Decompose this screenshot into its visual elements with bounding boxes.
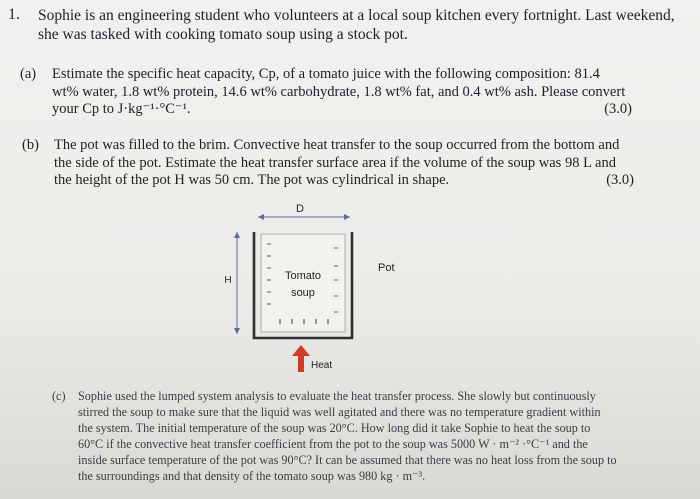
diameter-arrowhead-left — [258, 214, 264, 220]
part-b-label: (b) — [22, 137, 39, 153]
height-arrowhead-top — [234, 232, 240, 238]
heat-arrow-icon — [292, 345, 310, 372]
soup-label-line2: soup — [291, 287, 315, 299]
part-a-label: (a) — [20, 66, 37, 82]
question-number: 1. — [8, 6, 20, 23]
diameter-label: D — [296, 203, 304, 215]
part-c-label: (c) — [52, 389, 66, 403]
part-c-text: Sophie used the lumped system analysis to evaluate the heat transfer process. She slowly but continuously stirred the soup to make sure that the liquid was well agitated and there was no temperature gradient within the system. The initial temperature of the soup was 20°C. How long did it take Sophie to heat the soup to 60°C if the convective heat transfer coefficient from the pot to the soup was 5000 W · m⁻² ·°C⁻¹ and the inside surface temperature of the pot was 90°C? It can be assumed that there was no heat loss from the soup to the surroundings and that density of the tomato soup was 980 kg · m⁻³. — [78, 389, 617, 483]
soup-volume — [261, 234, 345, 332]
part-a-marks: (3.0) — [604, 101, 632, 117]
diameter-arrowhead-right — [344, 214, 350, 220]
soup-label-line1: Tomato — [284, 270, 322, 282]
question-intro: Sophie is an engineering student who volunteers at a local soup kitchen every fortnight. Last weekend, she was tasked with cooking tomato soup using a stock pot. — [38, 7, 675, 43]
pot-label: Pot — [378, 262, 395, 274]
height-arrowhead-bottom — [234, 328, 240, 334]
part-b-text: The pot was filled to the brim. Convective heat transfer to the soup occurred from the bottom and the side of the pot. Estimate the heat transfer surface area if the volume of the soup was 98 L and the height of the pot H was 50 cm. The pot was cylindrical in shape. — [54, 137, 620, 188]
height-label: H — [224, 275, 232, 286]
part-a-text: Estimate the specific heat capacity, Cp, of a tomato juice with the following composition: 81.4 wt% water, 1.8 wt% protein, 14.6 wt% carbohydrate, 1.8 wt% fat, and 0.4 wt% ash. Please convert your Cp to J·kg⁻¹·°C⁻¹. — [52, 66, 626, 117]
heat-label: Heat — [311, 360, 333, 371]
part-b-marks: (3.0) — [606, 172, 634, 188]
